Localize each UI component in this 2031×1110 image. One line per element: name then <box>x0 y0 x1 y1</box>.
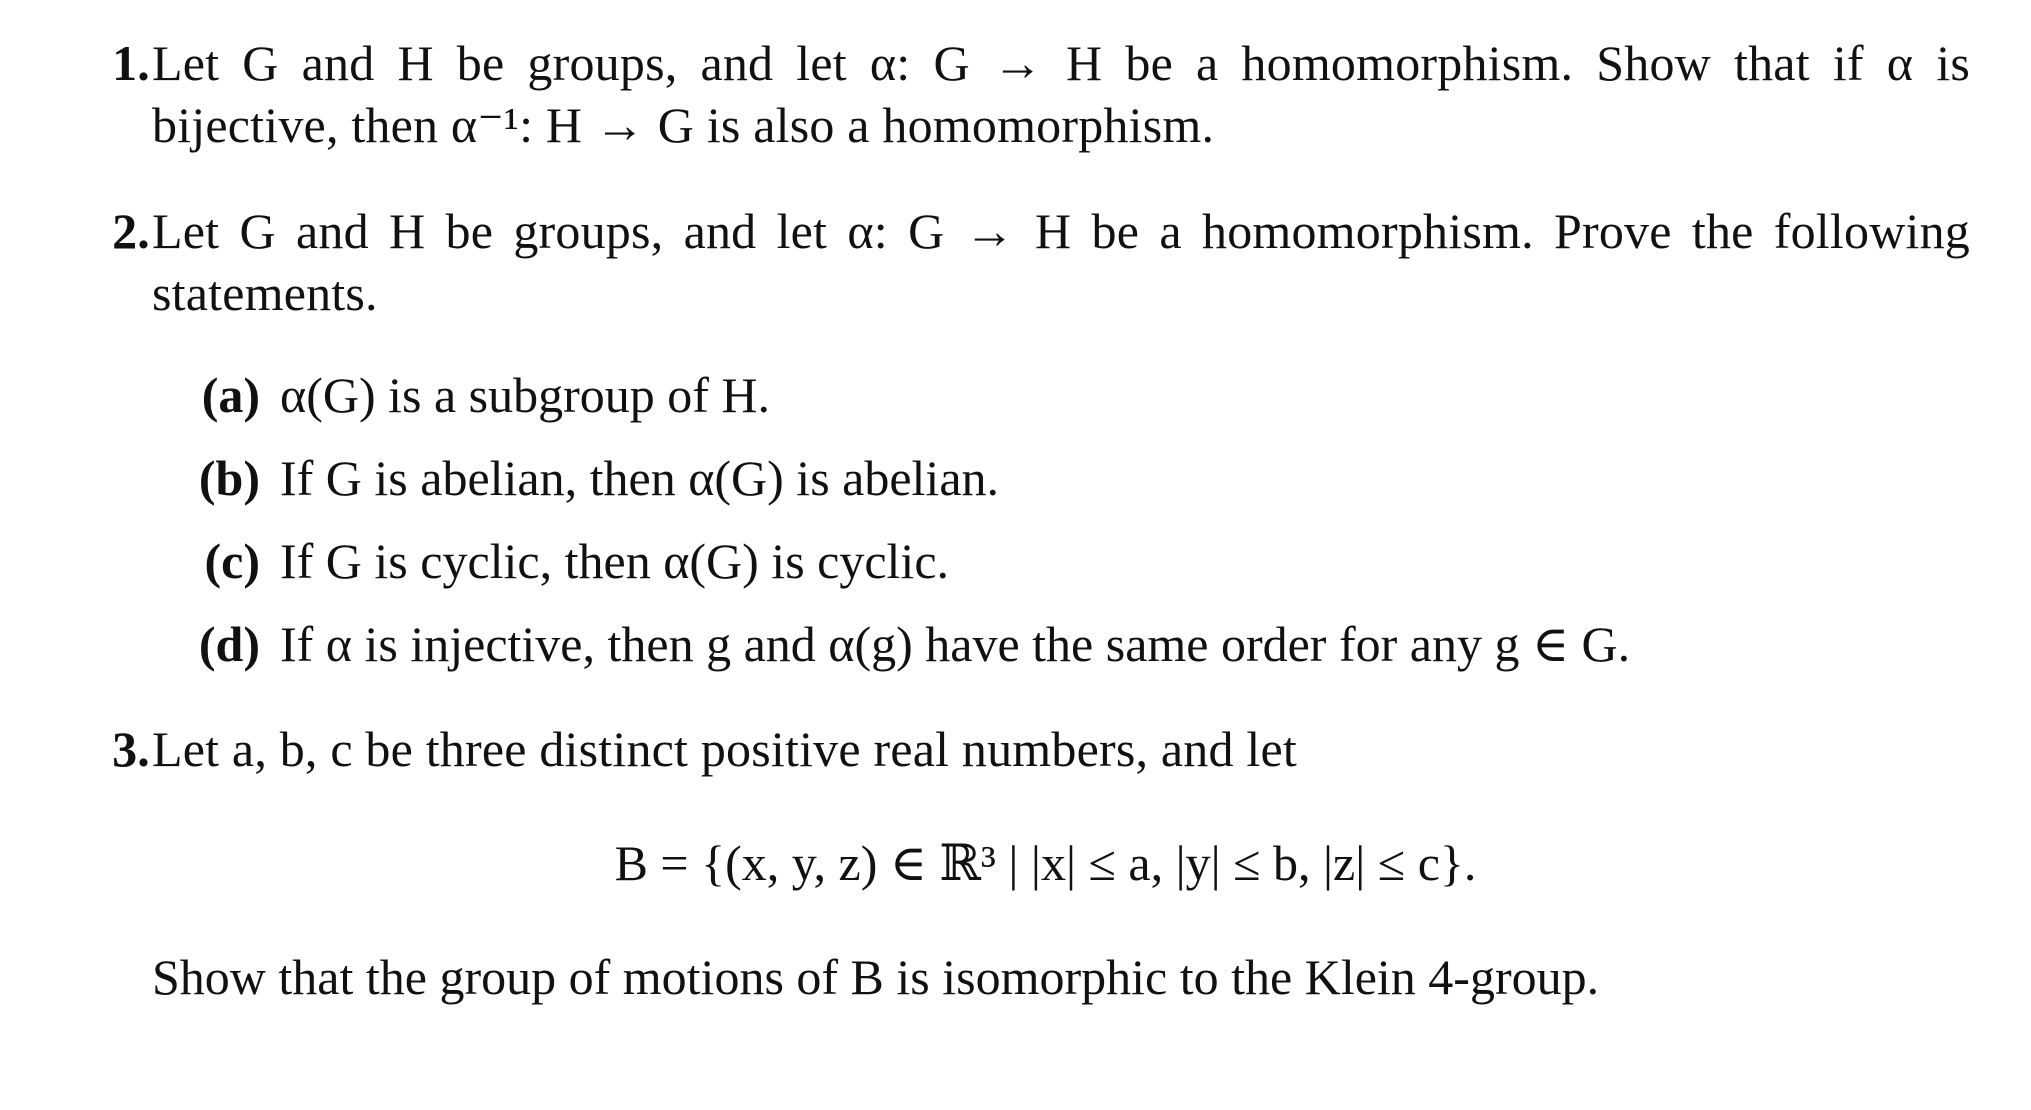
subitem-text: α(G) is a subgroup of H. <box>280 367 771 423</box>
problem-text: Let a, b, c be three distinct positive real numbers, and let <box>152 721 1297 777</box>
subitem-b <box>150 447 1850 509</box>
problem-2 <box>80 200 1970 324</box>
problem-conclusion: Show that the group of motions of B is isomorphic to the Klein 4-group. <box>152 949 1600 1005</box>
subitem-a <box>150 364 1850 426</box>
display-equation: B = {(x, y, z) ∈ ℝ³ | |x| ≤ a, |y| ≤ b, |z| ≤ c}. <box>614 835 1477 891</box>
subitem-text: If G is cyclic, then α(G) is cyclic. <box>280 533 950 589</box>
subitem-text: If G is abelian, then α(G) is abelian. <box>280 450 1000 506</box>
subitem-label: (b) <box>198 450 260 506</box>
problem-1 <box>80 32 1970 156</box>
subitem-label: (a) <box>201 367 260 423</box>
problem-number: 2. <box>112 203 150 259</box>
subitem-text: If α is injective, then g and α(g) have the same order for any g ∈ G. <box>280 616 1631 672</box>
problem-number: 3. <box>112 721 150 777</box>
subitem-label: (d) <box>198 616 260 672</box>
subitem-d <box>150 613 1850 675</box>
subitem-label: (c) <box>204 533 260 589</box>
problem-text: Let G and H be groups, and let α: G → H be a homomorphism. Prove the following statements. <box>152 203 1970 321</box>
problem-text: Let G and H be groups, and let α: G → H be a homomorphism. Show that if α is bijective, then α⁻¹: H → G is also a homomorphism. <box>152 35 1970 153</box>
problem-number: 1. <box>112 35 150 91</box>
subitem-c <box>150 530 1850 592</box>
problem-3 <box>80 718 1970 780</box>
